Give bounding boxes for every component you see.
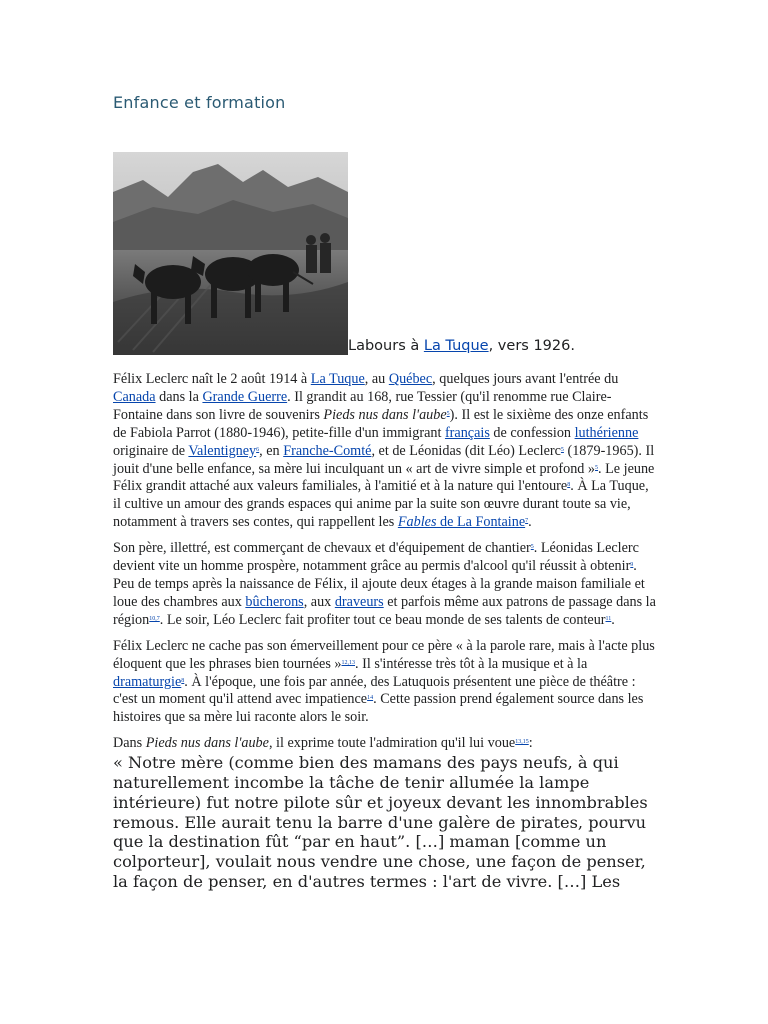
link-francais[interactable]: français — [444, 424, 490, 441]
link-franche-comte[interactable]: Franche-Comté — [283, 442, 372, 459]
text: , aux — [303, 593, 335, 610]
link-fables-italic: Fables — [397, 514, 437, 531]
text: . Peu de temps après la naissance de Félix, il ajoute deux étages à la grande maison familiale et loue des chambres aux — [113, 558, 645, 610]
text: dans la — [155, 388, 203, 405]
text: . Léonidas Leclerc devient vite un homme prospère, notamment grâce au permis d'alcool qu'il réussit à obtenir — [113, 540, 639, 575]
footnote-ref[interactable]: 9 — [630, 562, 634, 569]
text: , il exprime toute l'admiration qu'il lui voue — [268, 735, 516, 752]
link-la-tuque[interactable]: La Tuque — [310, 371, 365, 387]
text: . À La Tuque, il cultive un amour des grands espaces qui anime par la suite son œuvre durant toute sa vie, notamment à travers ses contes, qui rappellent les — [113, 478, 649, 531]
text: , au — [364, 371, 389, 387]
footnote-ref[interactable]: 11 — [605, 615, 612, 622]
footnote-ref[interactable]: 10,7 — [149, 615, 160, 622]
text: Félix Leclerc naît le 2 août 1914 à — [113, 371, 311, 387]
book-title: Pieds nus dans l'aube — [323, 406, 447, 423]
text: originaire de — [113, 442, 189, 459]
text: . Le soir, Léo Leclerc fait profiter tout ce beau monde de ses talents de conteur — [159, 611, 606, 628]
text: . Cette passion prend également source dans les histoires que sa mère lui raconte alors le soir. — [113, 691, 644, 726]
link-draveurs[interactable]: draveurs — [334, 593, 384, 610]
footnote-ref[interactable]: 5 — [560, 446, 564, 453]
figure — [113, 152, 658, 357]
text: , quelques jours avant l'entrée du — [432, 371, 619, 387]
text: (1879-1965). Il jouit d'une belle enfance, sa mère lui inculquant un « art de vivre simple et profond » — [113, 442, 655, 477]
footnote-ref[interactable]: 6 — [256, 446, 260, 453]
footnote-ref[interactable]: 8 — [567, 482, 571, 489]
footnote-ref[interactable]: 5 — [530, 544, 534, 551]
footnote-ref[interactable]: 5 — [595, 464, 599, 471]
link-dramaturgie[interactable]: dramaturgie — [113, 673, 182, 690]
footnote-ref[interactable]: 5 — [446, 410, 450, 417]
link-bucherons[interactable]: bûcherons — [245, 593, 304, 610]
section-heading: Enfance et formation — [113, 93, 286, 112]
footnote-ref[interactable]: 7 — [525, 518, 529, 525]
caption-link-la-tuque[interactable]: La Tuque — [423, 338, 489, 354]
text: . Le jeune Félix grandit attaché aux valeurs familiales, à l'amitié et à la nature qui l'entoure — [113, 460, 655, 495]
link-lutherienne[interactable]: luthérienne — [574, 424, 639, 441]
footnote-ref[interactable]: 14 — [367, 695, 374, 702]
caption-text: Labours à — [348, 338, 424, 354]
footnote-ref[interactable]: 12,13 — [341, 659, 356, 666]
link-valentigney[interactable]: Valentigney — [188, 442, 257, 459]
footnote-ref[interactable]: 13,15 — [515, 739, 529, 746]
text: . À l'époque, une fois par année, des Latuquois présentent une pièce de théâtre : c'est un moment qu'il attend avec impatience — [113, 673, 636, 708]
text: : — [528, 735, 533, 752]
figure-caption — [348, 338, 575, 354]
text: . — [611, 611, 615, 628]
text: . Il s'intéresse très tôt à la musique et à la — [355, 655, 588, 672]
text: . Il grandit au 168, rue Tessier (qu'il renomme rue Claire-Fontaine dans son livre de souvenirs — [113, 388, 612, 423]
link-fables-la-fontaine[interactable] — [398, 514, 525, 530]
article-body — [113, 371, 658, 900]
link-fables-rest: de La Fontaine — [436, 514, 526, 531]
paragraph-3 — [113, 638, 658, 728]
text: Dans — [113, 735, 146, 752]
paragraph-2 — [113, 540, 658, 630]
paragraph-1 — [113, 371, 658, 532]
text: et parfois même aux patrons de passage dans la région — [113, 593, 656, 628]
footnote-ref[interactable]: 8 — [181, 677, 185, 684]
block-quote: « Notre mère (comme bien des mamans des pays neufs, à qui naturellement incombe la tâche de tenir allumée la lampe intérieure) fut notre pilote sûr et joyeux devant les innombrables remous. Elle aurait tenu la barre d'une galère de pirates, pourvu que la destination fût “par en haut”. […] maman [comme un colporteur], voulait nous vendre une chose, une façon de penser, la façon de penser, en d'autres termes : l'art de vivre. […] Les — [113, 753, 648, 891]
link-canada[interactable]: Canada — [113, 388, 156, 405]
text: . — [528, 514, 532, 531]
caption-text-end: , vers 1926. — [488, 338, 575, 354]
paragraph-4 — [113, 735, 658, 753]
text: , et de Léonidas (dit Léo) Leclerc — [371, 442, 561, 459]
text: , en — [259, 442, 284, 459]
text: ). Il est le sixième des onze enfants de Fabiola Parrot (1880-1946), petite-fille d'un immigrant — [113, 406, 649, 441]
book-title: Pieds nus dans l'aube — [145, 735, 269, 752]
text: de confession — [489, 424, 575, 441]
link-quebec[interactable]: Québec — [388, 371, 433, 387]
text: Félix Leclerc ne cache pas son émerveillement pour ce père « à la parole rare, mais à l'acte plus éloquent que les phrases bien tournées » — [113, 637, 655, 672]
plowing-photo-image — [113, 152, 348, 355]
text: Son père, illettré, est commerçant de chevaux et d'équipement de chantier — [113, 540, 531, 557]
link-grande-guerre[interactable]: Grande Guerre — [202, 388, 288, 405]
plowing-photo — [113, 152, 348, 355]
